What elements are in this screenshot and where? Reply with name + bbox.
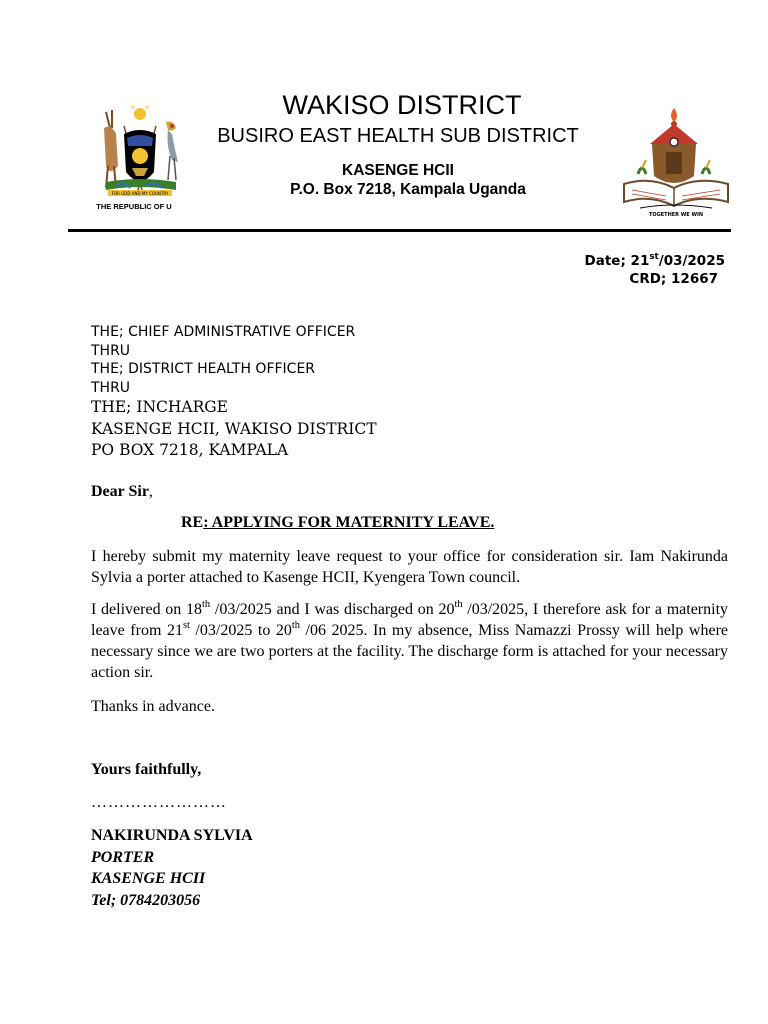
crd-number: CRD; 12667 <box>629 271 718 287</box>
letter-meta <box>585 252 725 288</box>
recipient-line: THRU <box>91 342 131 359</box>
district-title: WAKISO DISTRICT <box>282 90 522 120</box>
signatory-name: NAKIRUNDA SYLVIA <box>91 827 253 844</box>
crest-motto: TOGETHER WE WIN <box>648 212 704 218</box>
signature-block <box>91 825 253 911</box>
recipient-line: THRU <box>91 379 131 396</box>
header-divider <box>68 229 731 232</box>
recipient-line: THE; CHIEF ADMINISTRATIVE OFFICER <box>91 324 356 340</box>
letterhead <box>0 0 768 240</box>
signatory-role: PORTER <box>91 848 155 866</box>
signatory-phone: Tel; 0784203056 <box>91 891 201 909</box>
closing: Yours faithfully, <box>91 761 202 778</box>
body-paragraph: I hereby submit my maternity leave request to your office for consideration sir. Iam Nakirunda Sylvia a porter attached to Kasenge HCII, Kyengera Town council. <box>91 548 728 586</box>
letter-date: Date; 21st/03/2025 <box>584 251 725 269</box>
sub-district-title: BUSIRO EAST HEALTH SUB DISTRICT <box>217 125 579 147</box>
body-paragraph: I delivered on 18th /03/2025 and I was discharged on 20th /03/2025, I therefore ask for a maternity leave from 21st /03/2025 to 20th /06 2025. In my absence, Miss Namazzi Prossy will help where necessary since we are two porters at the facility. The discharge form is attached for your necessary action sir. <box>91 598 729 681</box>
salutation: Dear Sir, <box>91 483 153 500</box>
recipient-line: KASENGE HCII, WAKISO DISTRICT <box>91 419 377 438</box>
body-paragraph: Thanks in advance. <box>91 698 215 715</box>
recipient-line: THE; DISTRICT HEALTH OFFICER <box>91 361 316 377</box>
facility-address: P.O. Box 7218, Kampala Uganda <box>290 181 526 198</box>
signature-line: …………………… <box>91 794 227 811</box>
uganda-coat-of-arms-icon <box>96 106 180 216</box>
subject-line: RE: APPLYING FOR MATERNITY LEAVE. <box>181 514 495 531</box>
recipient-line: PO BOX 7218, KAMPALA <box>91 441 289 459</box>
coat-of-arms-motto: FOR GOD AND MY COUNTRY <box>111 191 169 196</box>
facility-name: KASENGE HCII <box>342 162 454 179</box>
recipient-line: THE; INCHARGE <box>91 398 228 416</box>
signatory-facility: KASENGE HCII <box>91 870 206 887</box>
wakiso-district-crest-icon <box>620 104 732 220</box>
coat-of-arms-caption: THE REPUBLIC OF U <box>96 202 172 211</box>
recipient-address <box>91 323 377 462</box>
